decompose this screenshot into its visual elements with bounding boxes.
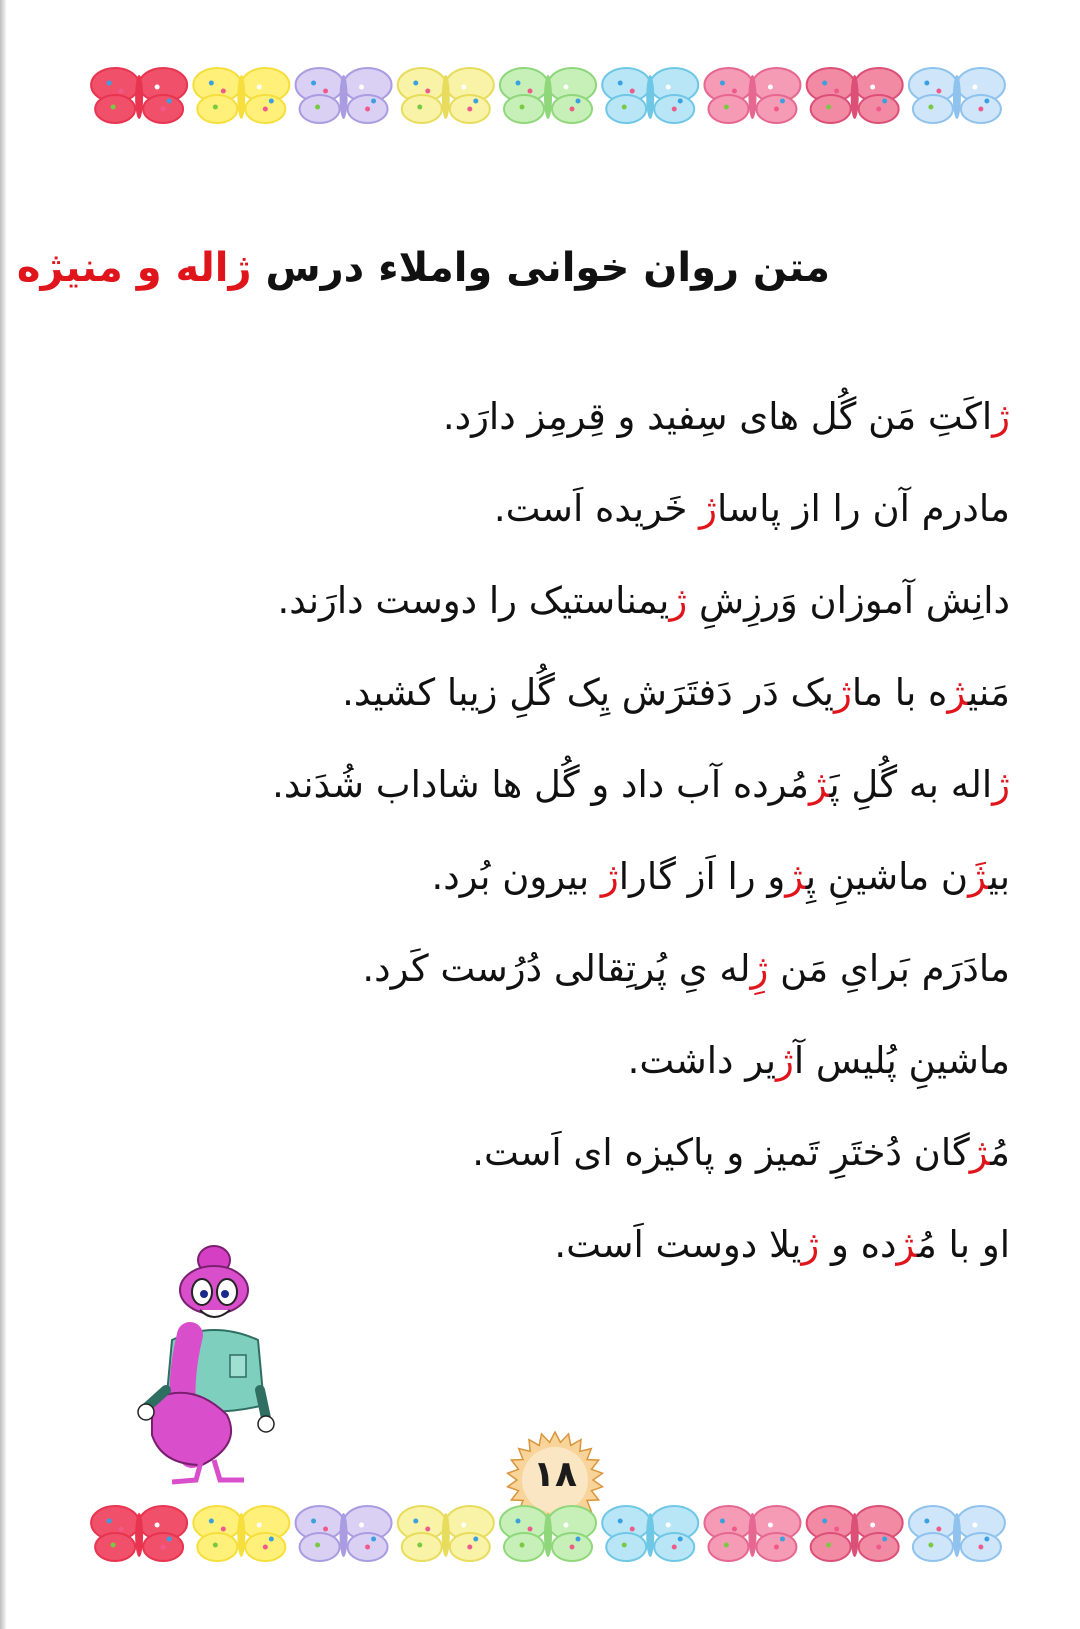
title-text: متن روان خوانی واملاء درس — [251, 244, 830, 291]
line-segment: بیرون بُرد. — [431, 855, 601, 898]
highlighted-letter: ژ — [969, 1131, 991, 1174]
line-segment: دانِش آموزان وَرزِشِ — [687, 579, 1010, 622]
butterfly-icon — [602, 68, 698, 123]
line-segment: یر داشت. — [627, 1039, 776, 1082]
butterfly-border-bottom-icon — [88, 1500, 1008, 1570]
line-segment: مادرم آن را از پاسا — [717, 487, 1010, 530]
line-segment: اله به گُلِ پَ — [829, 763, 993, 806]
text-line — [180, 1220, 1010, 1270]
butterfly-icon — [91, 1506, 187, 1561]
line-segment: بی — [988, 855, 1010, 898]
line-segment: ده و — [819, 1223, 897, 1266]
butterfly-icon — [500, 1506, 596, 1561]
highlighted-letter: ژ — [808, 763, 830, 806]
butterfly-icon — [500, 68, 596, 123]
butterfly-icon — [704, 68, 800, 123]
butterfly-icon — [91, 68, 187, 123]
line-segment: ه با ما — [851, 671, 948, 714]
butterfly-icon — [398, 1506, 494, 1561]
text-line — [180, 1128, 1010, 1178]
line-segment: گان دُختَرِ تَمیز و پاکیزه ای اَست. — [472, 1131, 970, 1174]
highlighted-letter: ژ — [699, 487, 718, 530]
highlighted-letter: ژ — [833, 671, 852, 714]
page-number: ۱۸ — [533, 1454, 577, 1495]
line-segment: ماشینِ پُلیس آ — [793, 1039, 1010, 1082]
butterfly-icon — [807, 68, 903, 123]
line-segment: و را اَز گارا — [618, 855, 786, 898]
text-line — [180, 392, 1010, 442]
text-line — [180, 760, 1010, 810]
line-segment: ِله یِ پُرتِقالی دُرُست کَرد. — [362, 947, 751, 990]
highlighted-letter: ژ — [600, 855, 619, 898]
butterfly-icon — [807, 1506, 903, 1561]
highlighted-letter: ژ — [947, 671, 968, 714]
text-line — [180, 944, 1010, 994]
title-highlight: منیژه — [16, 244, 123, 291]
highlighted-letter: ژ — [669, 579, 688, 622]
text-line — [180, 484, 1010, 534]
line-segment: مَنی — [967, 671, 1010, 714]
highlighted-letter: ژ — [968, 855, 989, 898]
letter-zhe-mascot-icon — [132, 1240, 297, 1485]
line-segment: مادَرَم بَرایِ مَن — [768, 947, 1010, 990]
line-segment: َن ماشینِ پِ — [805, 855, 969, 898]
highlighted-letter: ژ — [992, 763, 1010, 806]
title-highlight: ژاله — [175, 244, 252, 291]
butterfly-icon — [193, 68, 289, 123]
text-line — [180, 576, 1010, 626]
highlighted-letter: ژ — [896, 1223, 917, 1266]
butterfly-icon — [398, 68, 494, 123]
highlighted-letter: ژ — [776, 1039, 794, 1082]
butterfly-border-top-icon — [88, 62, 1008, 132]
text-line — [180, 668, 1010, 718]
line-segment: خَریده اَست. — [493, 487, 700, 530]
butterfly-icon — [193, 1506, 289, 1561]
butterfly-icon — [296, 1506, 392, 1561]
line-segment: مُ — [990, 1131, 1010, 1174]
line-segment: یک دَر دَفتَرَش یِک گُلِ زیبا کشید. — [342, 671, 834, 714]
butterfly-icon — [909, 1506, 1005, 1561]
line-segment: مُرده آب داد و گُل ها شاداب شُدَند. — [272, 763, 809, 806]
highlighted-letter: ژ — [801, 1223, 820, 1266]
line-segment: اکَتِ مَن گُل های سِفید و قِرمِز دارَد. — [442, 395, 993, 438]
line-segment: یلا دوست اَست. — [554, 1223, 802, 1266]
page-title — [16, 244, 830, 291]
title-highlight: و — [122, 244, 176, 291]
butterfly-icon — [909, 68, 1005, 123]
highlighted-letter: ژ — [992, 395, 1010, 438]
line-segment: یمناستیک را دوست دارَند. — [277, 579, 670, 622]
butterfly-icon — [704, 1506, 800, 1561]
butterfly-icon — [296, 68, 392, 123]
butterfly-icon — [602, 1506, 698, 1561]
page-edge — [0, 0, 6, 1629]
highlighted-letter: ژ — [785, 855, 806, 898]
text-line — [180, 1036, 1010, 1086]
text-line — [180, 852, 1010, 902]
line-segment: او با مُ — [916, 1223, 1010, 1266]
highlighted-letter: ژ — [750, 947, 769, 990]
